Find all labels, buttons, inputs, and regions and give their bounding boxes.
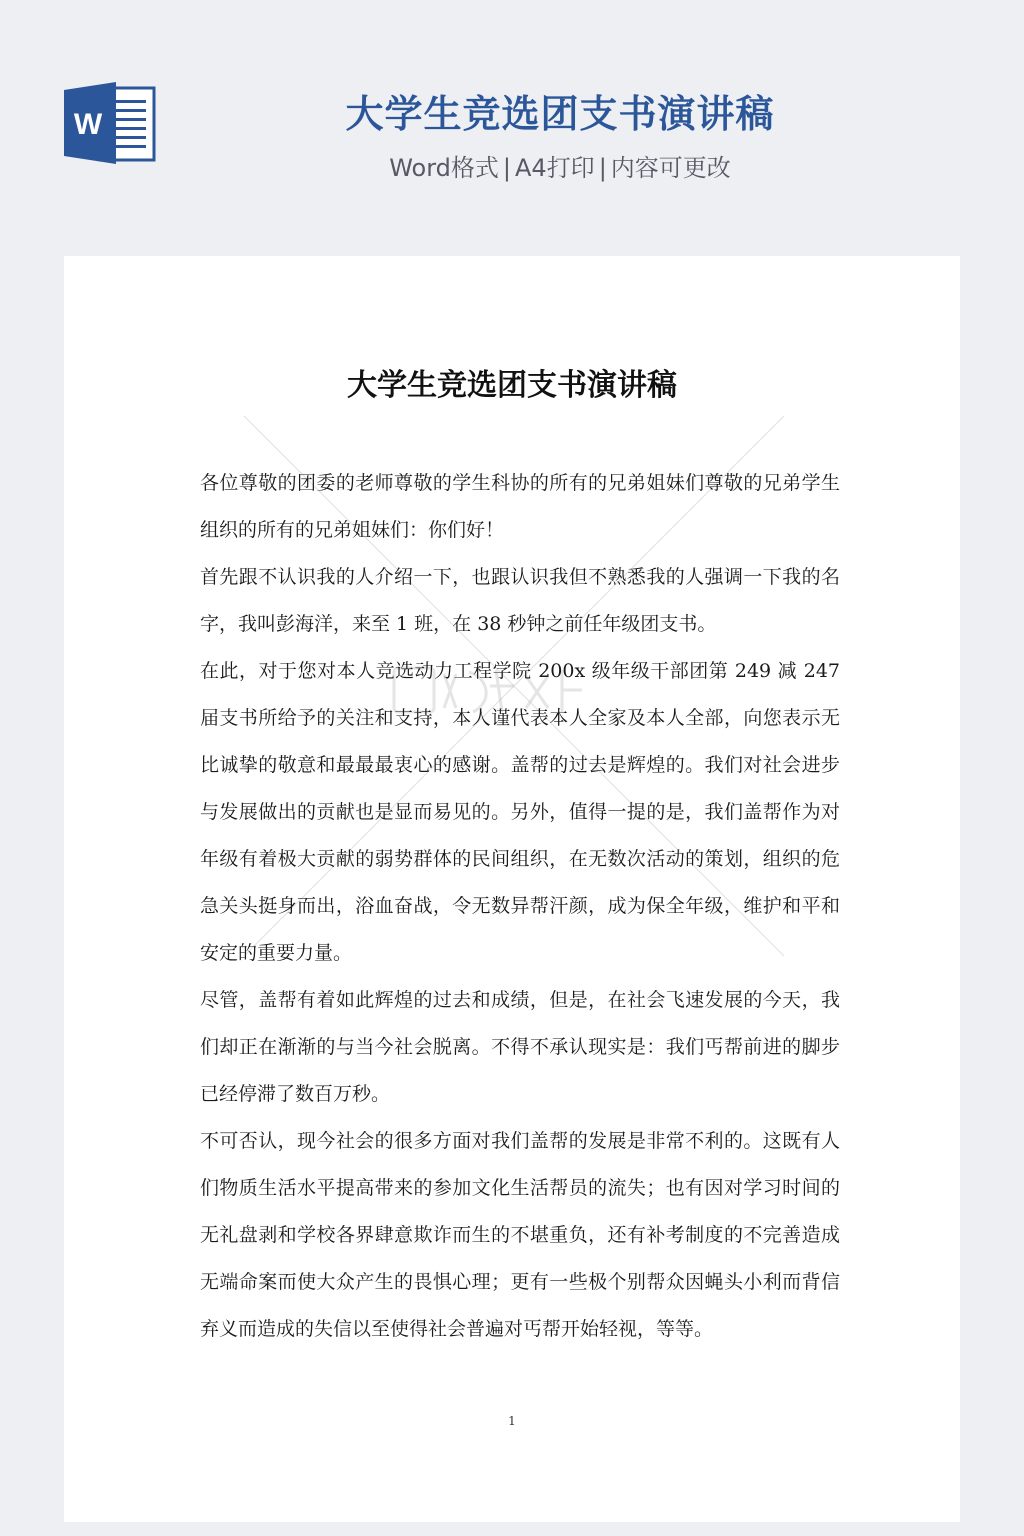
word-document-icon — [64, 82, 156, 164]
subtitle-format: Word格式 — [389, 154, 499, 182]
document-title: 大学生竞选团支书演讲稿 — [347, 368, 677, 403]
subtitle-separator: | — [598, 154, 607, 182]
header-banner — [0, 0, 1024, 256]
subtitle-editable: 内容可更改 — [610, 154, 731, 182]
page-number: 1 — [508, 1414, 516, 1428]
paragraph: 不可否认，现今社会的很多方面对我们盖帮的发展是非常不利的。这既有人们物质生活水平提高带来的参加文化生活帮员的流失；也有因对学习时间的无礼盘剥和学校各界肆意欺诈而生的不堪重负，还有补考制度的不完善造成无端命案而使大众产生的畏惧心理；更有一些极个别帮众因蝇头小利而背信弃义而造成的失信以至使得社会普遍对丐帮开始轻视，等等。 — [200, 1130, 840, 1340]
paragraph: 在此，对于您对本人竞选动力工程学院 200x 级年级干部团第 249 减 247 届支书所给予的关注和支持，本人谨代表本人全家及本人全部，向您表示无比诚挚的敬意和最最最衷心的感谢。盖帮的过去是辉煌的。我们对社会进步与发展做出的贡献也是显而易见的。另外，值得一提的是，我们盖帮作为对年级有着极大贡献的弱势群体的民间组织，在无数次活动的策划，组织的危急关头挺身而出，浴血奋战，令无数异帮汗颜，成为保全年级，维护和平和安定的重要力量。 — [200, 660, 840, 964]
subtitle-print: A4打印 — [515, 154, 595, 182]
paragraph: 尽管，盖帮有着如此辉煌的过去和成绩，但是，在社会飞速发展的今天，我们却正在渐渐的与当今社会脱离。不得不承认现实是：我们丐帮前进的脚步已经停滞了数百万秒。 — [200, 989, 840, 1105]
paragraph: 各位尊敬的团委的老师尊敬的学生科协的所有的兄弟姐妹们尊敬的兄弟学生组织的所有的兄弟姐妹们：你们好！ — [200, 472, 840, 541]
paragraph: 首先跟不认识我的人介绍一下，也跟认识我但不熟悉我的人强调一下我的名字，我叫彭海洋，来至 1 班，在 38 秒钟之前任年级团支书。 — [200, 566, 840, 635]
banner-subtitle — [280, 154, 840, 183]
word-logo-letter: W — [73, 108, 103, 141]
document-page — [64, 256, 960, 1522]
banner-title: 大学生竞选团支书演讲稿 — [345, 92, 775, 136]
document-body — [200, 460, 840, 1353]
subtitle-separator: | — [502, 154, 511, 182]
